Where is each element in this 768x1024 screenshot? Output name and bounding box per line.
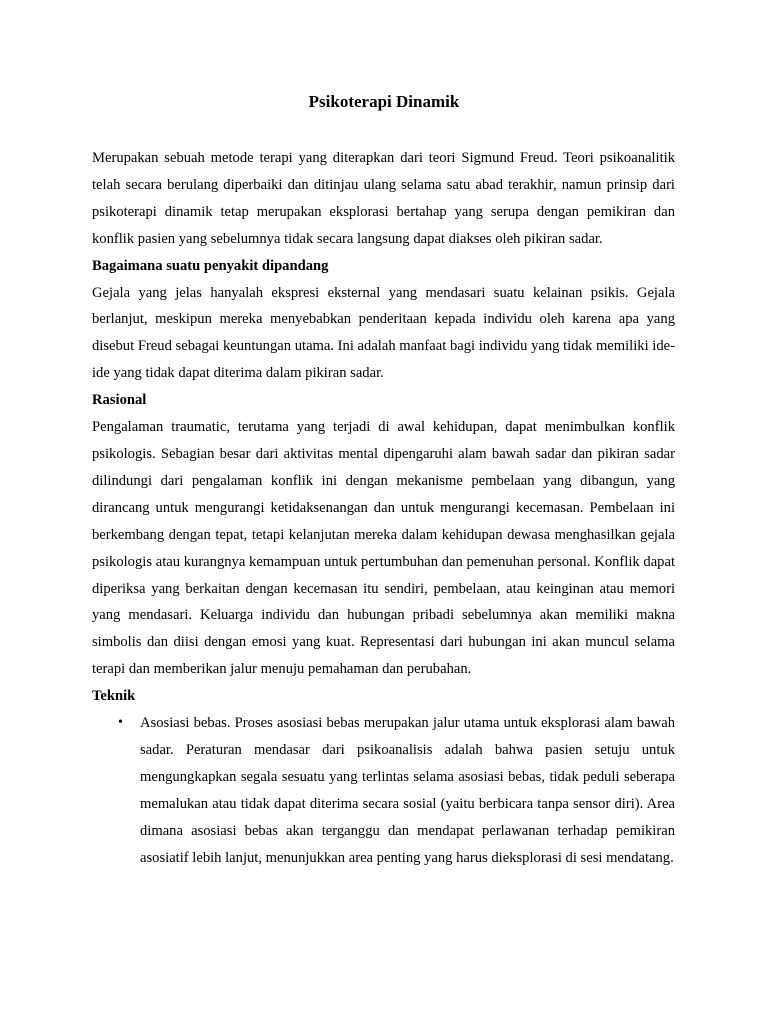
intro-paragraph: Merupakan sebuah metode terapi yang diterapkan dari teori Sigmund Freud. Teori psikoanalitik telah secara berulang diperbaiki dan ditinjau ulang selama satu abad terakhir, namun prinsip dari psikoterapi dinamik tetap merupakan eksplorasi bertahap yang serupa dengan pemikiran dan konflik pasien yang sebelumnya tidak secara langsung dapat diakses oleh pikiran sadar.: [92, 150, 675, 247]
section-heading-rasional: Rasional: [92, 392, 147, 409]
section-heading-penyakit: Bagaimana suatu penyakit dipandang: [92, 257, 329, 274]
list-item-text: Asosiasi bebas. Proses asosiasi bebas merupakan jalur utama untuk eksplorasi alam bawah sadar. Peraturan mendasar dari psikoanalisis adalah bahwa pasien setuju untuk mengungkapkan segala sesuatu yang terlintas selama asosiasi bebas, tidak peduli seberapa memalukan atau tidak dapat diterima secara sosial (yaitu berbicara tanpa sensor diri). Area dimana asosiasi bebas akan terganggu dan mendapat perlawanan terhadap pemikiran asosiatif lebih lanjut, menunjukkan area penting yang harus dieksplorasi di sesi mendatang.: [140, 715, 675, 866]
document-body: [92, 145, 675, 871]
section-paragraph-rasional: Pengalaman traumatic, terutama yang terjadi di awal kehidupan, dapat menimbulkan konflik psikologis. Sebagian besar dari aktivitas mental dipengaruhi alam bawah sadar dan pikiran sadar dilindungi dari pengalaman konflik ini dengan mekanisme pembelaan yang dibangun, yang dirancang untuk mengurangi ketidaksenangan dan untuk mengurangi kecemasan. Pembelaan ini berkembang dengan tepat, tetapi kelanjutan mereka dalam kehidupan dewasa menghasilkan gejala psikologis atau kurangnya kemampuan untuk pertumbuhan dan pemenuhan personal. Konflik dapat diperiksa yang berkaitan dengan kecemasan itu sendiri, pembelaan, atau keinginan atau memori yang mendasari. Keluarga individu dan hubungan pribadi sebelumnya akan memiliki makna simbolis dan diisi dengan emosi yang kuat. Representasi dari hubungan ini akan muncul selama terapi dan memberikan jalur menuju pemahaman dan perubahan.: [92, 419, 675, 678]
teknik-list: [92, 710, 675, 871]
page-title: Psikoterapi Dinamik: [308, 92, 460, 111]
section-paragraph-penyakit: Gejala yang jelas hanyalah ekspresi eksternal yang mendasari suatu kelainan psikis. Gejala berlanjut, meskipun mereka menyebabkan penderitaan kepada individu oleh karena apa yang disebut Freud sebagai keuntungan utama. Ini adalah manfaat bagi individu yang tidak memiliki ide-ide yang tidak dapat diterima dalam pikiran sadar.: [92, 284, 675, 382]
section-heading-teknik: Teknik: [92, 688, 136, 705]
bullet-icon: •: [118, 715, 123, 731]
list-item: [118, 710, 675, 871]
